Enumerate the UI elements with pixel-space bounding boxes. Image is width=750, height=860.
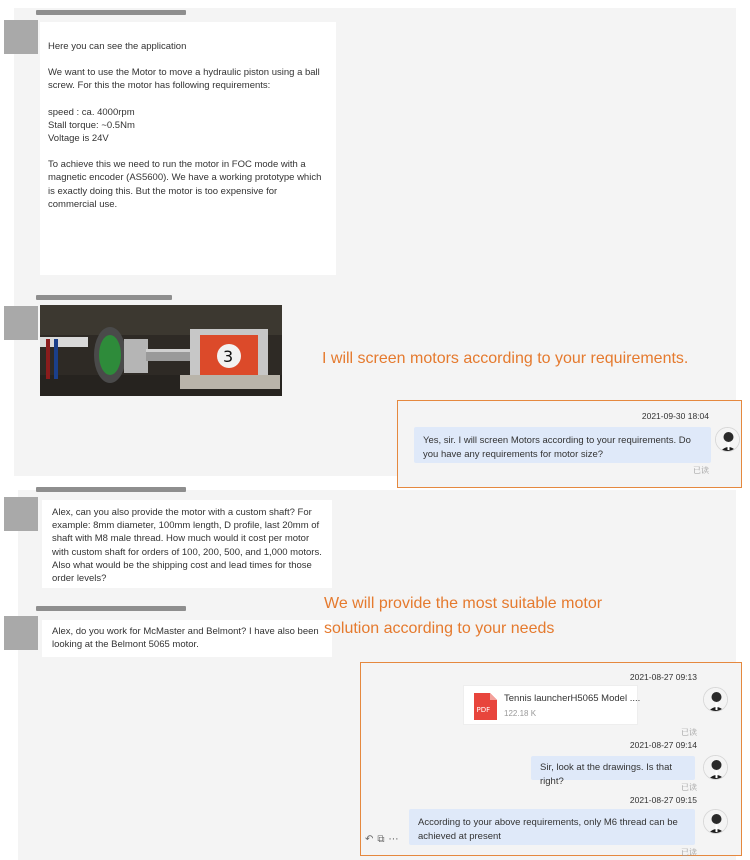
agent-avatar: [703, 687, 728, 712]
reply-frame-2: [360, 662, 742, 856]
agent-message: Yes, sir. I will screen Motors according to your requirements. Do you have any requirements for motor size?: [414, 427, 711, 463]
message-timestamp: 2021-08-27 09:14: [629, 740, 697, 750]
pdf-label: PDF: [476, 706, 491, 714]
customer-message-3: [42, 500, 332, 588]
message-timestamp: 2021-08-27 09:15: [629, 795, 697, 805]
application-photo[interactable]: [40, 305, 282, 396]
message-paragraph: Here you can see the application: [48, 41, 187, 52]
agent-message: According to your above requirements, only M6 thread can be achieved at present: [409, 809, 695, 845]
pdf-file-icon: [474, 693, 497, 720]
read-status: 已读: [681, 848, 697, 857]
svg-text:3: 3: [223, 347, 234, 366]
customer-avatar: [4, 306, 38, 340]
customer-avatar: [4, 20, 38, 54]
redacted-sender-line: [36, 487, 186, 492]
caption-screen-motors: I will screen motors according to your requirements.: [322, 350, 689, 367]
customer-message-1: [40, 22, 336, 275]
customer-avatar: [4, 497, 38, 531]
person-icon: [704, 756, 728, 780]
customer-message-4: [42, 620, 332, 657]
quote-icon[interactable]: ⧉: [377, 834, 389, 845]
motor-photo-image: [40, 305, 282, 396]
read-status: 已读: [681, 728, 697, 737]
reply-frame-1: [397, 400, 742, 488]
agent-avatar: [703, 755, 728, 780]
person-icon: [704, 688, 728, 712]
more-icon[interactable]: ⋯: [388, 834, 403, 845]
reply-icon[interactable]: ↶: [365, 834, 378, 845]
message-timestamp: 2021-08-27 09:13: [629, 672, 697, 682]
pdf-file-card[interactable]: [463, 685, 641, 725]
caption-suitable-solution: We will provide the most suitable motor solution according to your needs: [324, 595, 603, 637]
message-actions: [365, 834, 403, 845]
file-size: 122.18 K: [504, 709, 537, 718]
agent-avatar: [703, 809, 728, 834]
redacted-sender-line: [36, 606, 186, 611]
agent-avatar: [715, 427, 740, 452]
read-status: 已读: [681, 783, 697, 792]
customer-avatar: [4, 616, 38, 650]
file-name: Tennis launcherH5065 Model ....: [504, 693, 641, 704]
redacted-sender-line: [36, 295, 172, 300]
message-timestamp: 2021-09-30 18:04: [641, 411, 709, 421]
message-paragraph: speed : ca. 4000rpm Stall torque: ~0.5Nm Voltage is 24V: [48, 106, 135, 145]
read-status: 已读: [693, 466, 709, 475]
person-icon: [716, 428, 740, 452]
message-text: Alex, can you also provide the motor with a custom shaft? For example: 8mm diameter, 100mm length, D profile, last 20mm of shaft with M8 male thread. How much would it cost per motor with custom shaft for orders of 100, 200, 500, and 1,000 motors. Also what would be the shipping cost and lead times for those order levels?: [52, 507, 322, 585]
message-text: Alex, do you work for McMaster and Belmont? I have also been looking at the Belmont 5065 motor.: [52, 626, 319, 651]
person-icon: [704, 810, 728, 834]
redacted-sender-line: [36, 10, 186, 15]
message-paragraph: To achieve this we need to run the motor in FOC mode with a magnetic encoder (AS5600). We have a working prototype which is exactly doing this. But the motor is too expensive for commercial use.: [48, 159, 322, 210]
message-paragraph: We want to use the Motor to move a hydraulic piston using a ball screw. For this the motor has following requirements:: [48, 67, 320, 92]
agent-message: Sir, look at the drawings. Is that right?: [531, 756, 695, 780]
